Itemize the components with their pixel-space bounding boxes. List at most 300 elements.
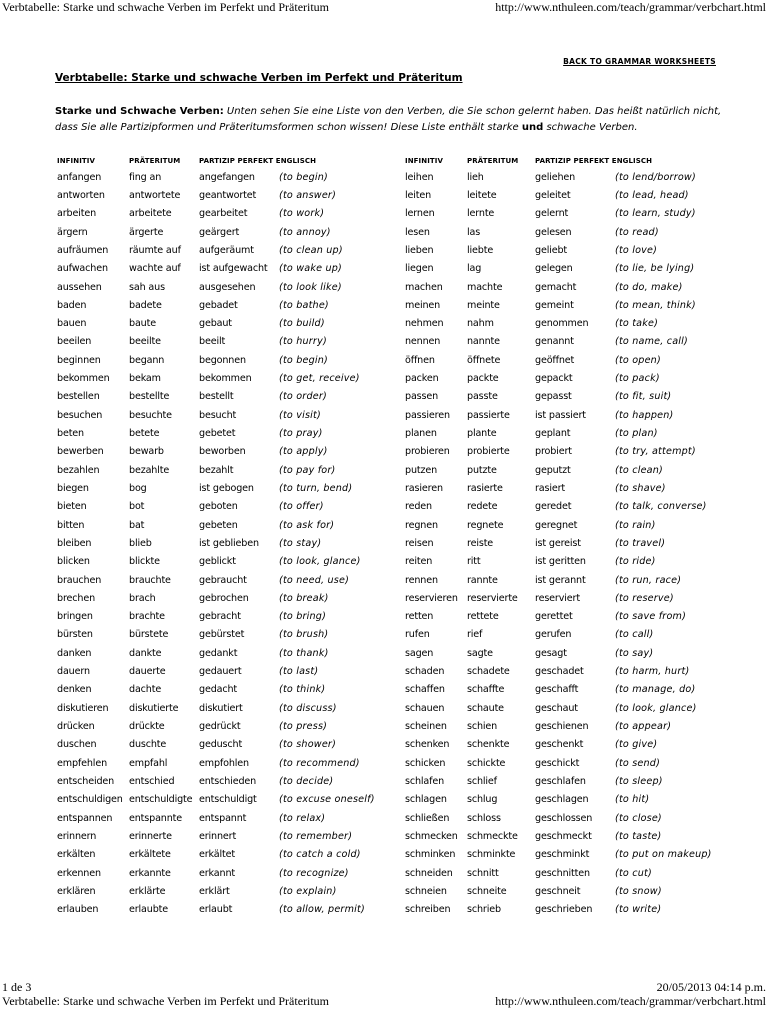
verb-row [57,296,399,314]
cell-partizip: gelegen [535,263,573,275]
cell-praeteritum: passierte [467,409,510,421]
cell-praeteritum: besuchte [129,409,172,421]
cell-partizip: geschickt [535,757,580,769]
verb-row [405,681,735,699]
verb-row [405,662,735,680]
cell-english: (to explain) [279,885,337,897]
cell-english: (to wake up) [279,263,342,275]
cell-infinitiv: dauern [57,666,90,678]
cell-praeteritum: dankte [129,647,162,659]
cell-english: (to name, call) [615,336,688,348]
cell-english: (to talk, converse) [615,501,707,513]
cell-infinitiv: bürsten [57,629,93,641]
cell-partizip: geschadet [535,666,584,678]
cell-praeteritum: bat [129,519,145,531]
verb-row [405,736,735,754]
cell-partizip: geblickt [199,556,236,568]
cell-infinitiv: lesen [405,226,430,238]
header-praeteritum: PRÄTERITUM [129,157,181,165]
print-footer-line-2 [0,994,768,1010]
cell-english: (to get, receive) [279,373,360,385]
cell-partizip: gearbeitet [199,208,248,220]
cell-infinitiv: schaden [405,666,445,678]
cell-partizip: entspannt [199,812,247,824]
cell-praeteritum: brauchte [129,574,171,586]
cell-english: (to plan) [615,428,658,440]
verb-row [405,553,735,571]
cell-infinitiv: schaffen [405,684,445,696]
cell-english: (to press) [279,721,328,733]
cell-praeteritum: schadete [467,666,510,678]
verb-row [405,424,735,442]
cell-infinitiv: danken [57,647,92,659]
cell-partizip: gedacht [199,684,238,696]
cell-english: (to cut) [615,867,652,879]
cell-english: (to give) [615,739,658,751]
cell-infinitiv: rennen [405,574,438,586]
cell-english: (to put on makeup) [615,849,712,861]
cell-praeteritum: schaffte [467,684,505,696]
cell-partizip: diskutiert [199,702,243,714]
cell-english: (to ride) [615,556,656,568]
cell-praeteritum: empfahl [129,757,168,769]
cell-english: (to visit) [279,409,321,421]
table-header-row [57,154,399,168]
verb-row [57,186,399,204]
cell-partizip: geduscht [199,739,243,751]
verb-row [57,772,399,790]
verb-row [405,186,735,204]
cell-praeteritum: reservierte [467,592,518,604]
print-header-title: Verbtabelle: Starke und schwache Verben im Perfekt und Präteritum [2,0,330,14]
cell-partizip: gemeint [535,299,574,311]
cell-partizip: ist gerannt [535,574,586,586]
cell-infinitiv: lieben [405,244,434,256]
cell-english: (to bring) [279,611,327,623]
cell-infinitiv: brechen [57,592,96,604]
cell-partizip: gedrückt [199,721,241,733]
cell-partizip: gebrochen [199,592,249,604]
cell-praeteritum: baute [129,318,156,330]
cell-praeteritum: leitete [467,189,497,201]
cell-partizip: geregnet [535,519,578,531]
cell-english: (to lead, head) [615,189,689,201]
cell-english: (to answer) [279,189,337,201]
verb-row [57,717,399,735]
verb-row [405,772,735,790]
verb-row [57,516,399,534]
cell-infinitiv: beeilen [57,336,92,348]
cell-praeteritum: ritt [467,556,481,568]
cell-infinitiv: denken [57,684,92,696]
cell-partizip: geschafft [535,684,579,696]
cell-english: (to call) [615,629,654,641]
cell-partizip: besucht [199,409,237,421]
intro-lead: Starke und Schwache Verben: [55,106,224,117]
verb-row [405,461,735,479]
cell-infinitiv: aussehen [57,281,102,293]
cell-infinitiv: besuchen [57,409,103,421]
cell-english: (to ask for) [279,519,335,531]
verb-row [405,333,735,351]
cell-infinitiv: baden [57,299,87,311]
cell-infinitiv: bestellen [57,391,100,403]
cell-partizip: geredet [535,501,572,513]
back-to-worksheets-link[interactable]: BACK TO GRAMMAR WORKSHEETS [563,57,716,66]
cell-partizip: erlaubt [199,904,233,916]
verb-row [57,479,399,497]
cell-praeteritum: erkältete [129,849,171,861]
cell-infinitiv: sagen [405,647,434,659]
cell-praeteritum: bot [129,501,145,513]
cell-praeteritum: betete [129,428,160,440]
cell-partizip: geantwortet [199,189,257,201]
cell-english: (to save from) [615,611,687,623]
cell-praeteritum: erklärte [129,885,166,897]
cell-english: (to look, glance) [615,702,697,714]
cell-english: (to offer) [279,501,324,513]
cell-partizip: erkältet [199,849,236,861]
cell-english: (to turn, bend) [279,482,353,494]
cell-partizip: geschnitten [535,867,590,879]
verb-row [57,534,399,552]
cell-praeteritum: erinnerte [129,830,172,842]
print-datetime: 20/05/2013 04:14 p.m. [656,980,766,994]
cell-english: (to build) [279,318,325,330]
cell-praeteritum: meinte [467,299,500,311]
cell-infinitiv: leiten [405,189,432,201]
cell-infinitiv: meinen [405,299,441,311]
cell-partizip: entschieden [199,775,257,787]
cell-praeteritum: rasierte [467,482,503,494]
cell-english: (to look like) [279,281,342,293]
verb-row [57,589,399,607]
cell-english: (to stay) [279,537,322,549]
verb-row [405,369,735,387]
cell-english: (to last) [279,666,319,678]
verb-row [405,534,735,552]
cell-partizip: geschmeckt [535,830,592,842]
cell-infinitiv: erkälten [57,849,96,861]
cell-infinitiv: entspannen [57,812,113,824]
cell-english: (to bathe) [279,299,329,311]
cell-english: (to break) [279,592,329,604]
cell-praeteritum: badete [129,299,162,311]
cell-english: (to run, race) [615,574,682,586]
cell-partizip: geschlagen [535,794,589,806]
cell-english: (to lend/borrow) [615,171,696,183]
cell-infinitiv: regnen [405,519,438,531]
cell-partizip: gerufen [535,629,572,641]
cell-partizip: gebracht [199,611,241,623]
cell-infinitiv: putzen [405,464,438,476]
cell-english: (to happen) [615,409,674,421]
cell-partizip: reserviert [535,592,580,604]
cell-infinitiv: schenken [405,739,450,751]
verb-row [57,754,399,772]
cell-english: (to snow) [615,885,662,897]
verb-row [57,369,399,387]
cell-infinitiv: passen [405,391,439,403]
cell-partizip: probiert [535,446,572,458]
cell-english: (to need, use) [279,574,350,586]
cell-english: (to say) [615,647,654,659]
verb-row [57,882,399,900]
cell-praeteritum: machte [467,281,503,293]
cell-partizip: gebraucht [199,574,247,586]
cell-english: (to read) [615,226,659,238]
cell-praeteritum: entschuldigte [129,794,193,806]
cell-english: (to remember) [279,830,353,842]
cell-praeteritum: duschte [129,739,167,751]
cell-partizip: bestellt [199,391,234,403]
cell-partizip: geschlossen [535,812,593,824]
verb-row [405,901,735,919]
intro-paragraph [55,104,725,136]
verb-row [405,882,735,900]
cell-infinitiv: schmecken [405,830,458,842]
cell-infinitiv: nennen [405,336,441,348]
cell-partizip: bekommen [199,373,252,385]
cell-partizip: geputzt [535,464,571,476]
cell-praeteritum: schaute [467,702,504,714]
cell-praeteritum: passte [467,391,498,403]
verb-row [405,516,735,534]
cell-praeteritum: schlief [467,775,497,787]
cell-praeteritum: schlug [467,794,498,806]
cell-english: (to mean, think) [615,299,696,311]
verb-row [57,461,399,479]
verb-row [405,443,735,461]
cell-english: (to write) [615,904,662,916]
cell-english: (to allow, permit) [279,904,365,916]
cell-infinitiv: aufräumen [57,244,109,256]
verb-row [405,223,735,241]
cell-praeteritum: beeilte [129,336,161,348]
cell-partizip: gelernt [535,208,569,220]
cell-english: (to taste) [615,830,662,842]
cell-praeteritum: probierte [467,446,510,458]
cell-english: (to apply) [279,446,328,458]
cell-praeteritum: schickte [467,757,506,769]
cell-english: (to brush) [279,629,329,641]
verb-row [405,296,735,314]
cell-english: (to decide) [279,775,334,787]
verb-row [405,754,735,772]
cell-english: (to learn, study) [615,208,696,220]
cell-infinitiv: liegen [405,263,434,275]
print-footer-title: Verbtabelle: Starke und schwache Verben im Perfekt und Präteritum [2,994,330,1008]
verb-row [405,278,735,296]
cell-infinitiv: antworten [57,189,105,201]
cell-partizip: geschneit [535,885,581,897]
cell-praeteritum: schenkte [467,739,510,751]
cell-praeteritum: schloss [467,812,501,824]
cell-english: (to work) [279,208,325,220]
cell-english: (to look, glance) [279,556,361,568]
cell-praeteritum: dauerte [129,666,166,678]
cell-english: (to pray) [279,428,323,440]
cell-praeteritum: entspannte [129,812,183,824]
verb-row [57,223,399,241]
verb-row [405,644,735,662]
intro-text-end: schwache Verben. [546,122,638,133]
cell-english: (to close) [615,812,662,824]
cell-english: (to clean) [615,464,663,476]
verb-row [405,205,735,223]
header-partizip-englisch: PARTIZIP PERFEKT ENGLISCH [535,157,653,165]
verb-row [405,626,735,644]
cell-praeteritum: begann [129,354,165,366]
cell-infinitiv: erkennen [57,867,101,879]
cell-praeteritum: nahm [467,318,494,330]
cell-infinitiv: bitten [57,519,85,531]
verb-row [405,241,735,259]
cell-praeteritum: öffnete [467,354,501,366]
header-praeteritum: PRÄTERITUM [467,157,519,165]
cell-partizip: geplant [535,428,571,440]
cell-partizip: gelesen [535,226,572,238]
cell-english: (to recommend) [279,757,360,769]
cell-infinitiv: schreiben [405,904,451,916]
cell-infinitiv: schicken [405,757,446,769]
verb-row [405,498,735,516]
verb-row [57,827,399,845]
cell-infinitiv: drücken [57,721,95,733]
cell-partizip: aufgeräumt [199,244,254,256]
cell-infinitiv: erklären [57,885,96,897]
cell-praeteritum: brachte [129,611,165,623]
cell-infinitiv: biegen [57,482,89,494]
cell-english: (to excuse oneself) [279,794,375,806]
cell-infinitiv: schneiden [405,867,453,879]
cell-infinitiv: duschen [57,739,97,751]
cell-english: (to shower) [279,739,337,751]
cell-praeteritum: redete [467,501,498,513]
cell-infinitiv: retten [405,611,434,623]
cell-infinitiv: lernen [405,208,435,220]
intro-und: und [521,122,544,133]
verb-row [57,791,399,809]
verb-row [57,241,399,259]
cell-praeteritum: drückte [129,721,165,733]
cell-partizip: geschminkt [535,849,590,861]
cell-praeteritum: bog [129,482,147,494]
cell-praeteritum: fing an [129,171,162,183]
verb-row [57,864,399,882]
verb-row [57,809,399,827]
cell-infinitiv: arbeiten [57,208,97,220]
cell-english: (to hit) [615,794,650,806]
cell-partizip: entschuldigt [199,794,257,806]
verb-row [57,388,399,406]
cell-english: (to think) [279,684,326,696]
verb-row [57,443,399,461]
cell-partizip: gebadet [199,299,238,311]
cell-partizip: gemacht [535,281,577,293]
cell-partizip: empfohlen [199,757,249,769]
cell-partizip: erklärt [199,885,230,897]
cell-praeteritum: schrieb [467,904,501,916]
cell-partizip: gedauert [199,666,242,678]
cell-infinitiv: schlagen [405,794,447,806]
cell-partizip: gebeten [199,519,238,531]
cell-infinitiv: brauchen [57,574,102,586]
verb-row [57,260,399,278]
cell-praeteritum: lernte [467,208,495,220]
cell-partizip: erinnert [199,830,237,842]
cell-praeteritum: lag [467,263,482,275]
cell-infinitiv: bieten [57,501,87,513]
cell-partizip: gepasst [535,391,572,403]
cell-english: (to harm, hurt) [615,666,690,678]
verb-row [57,644,399,662]
verb-row [57,699,399,717]
cell-partizip: geärgert [199,226,240,238]
cell-infinitiv: anfangen [57,171,102,183]
verb-row [405,846,735,864]
cell-partizip: begonnen [199,354,246,366]
cell-infinitiv: bewerben [57,446,104,458]
cell-praeteritum: schneite [467,885,507,897]
cell-praeteritum: las [467,226,481,238]
verb-row [57,424,399,442]
cell-infinitiv: empfehlen [57,757,107,769]
cell-praeteritum: rief [467,629,483,641]
cell-infinitiv: bringen [57,611,93,623]
cell-infinitiv: nehmen [405,318,444,330]
verb-table-right [405,154,735,919]
cell-english: (to clean up) [279,244,343,256]
table-header-row [405,154,735,168]
cell-partizip: ist passiert [535,409,586,421]
cell-infinitiv: beten [57,428,84,440]
cell-partizip: rasiert [535,482,566,494]
cell-english: (to fit, suit) [615,391,672,403]
verb-row [405,791,735,809]
cell-english: (to love) [615,244,658,256]
intro-text: Unten sehen Sie eine Liste von den Verben, die Sie schon gelernt haben. Das heißt natürlich nicht, dass Sie alle Partizipformen und Präteritumsformen schon wissen! Diese Liste enthält starke [55,106,722,133]
verb-row [405,864,735,882]
cell-infinitiv: beginnen [57,354,101,366]
cell-partizip: ist geritten [535,556,586,568]
cell-partizip: geleitet [535,189,571,201]
cell-praeteritum: wachte auf [129,263,181,275]
cell-praeteritum: schminkte [467,849,516,861]
verb-row [405,388,735,406]
cell-english: (to reserve) [615,592,674,604]
cell-infinitiv: schminken [405,849,456,861]
cell-praeteritum: rettete [467,611,499,623]
cell-english: (to appear) [615,721,672,733]
cell-english: (to pack) [615,373,660,385]
cell-praeteritum: ärgerte [129,226,164,238]
cell-praeteritum: bestellte [129,391,170,403]
cell-partizip: gebaut [199,318,232,330]
cell-infinitiv: rufen [405,629,430,641]
verb-row [405,809,735,827]
cell-english: (to open) [615,354,661,366]
print-footer-url: http://www.nthuleen.com/teach/grammar/verbchart.html [495,994,766,1008]
verb-table-left [57,154,399,919]
cell-partizip: beeilt [199,336,226,348]
verb-row [405,260,735,278]
verb-row [57,608,399,626]
verb-row [57,736,399,754]
verb-row [57,626,399,644]
cell-praeteritum: arbeitete [129,208,172,220]
cell-praeteritum: lieh [467,171,484,183]
